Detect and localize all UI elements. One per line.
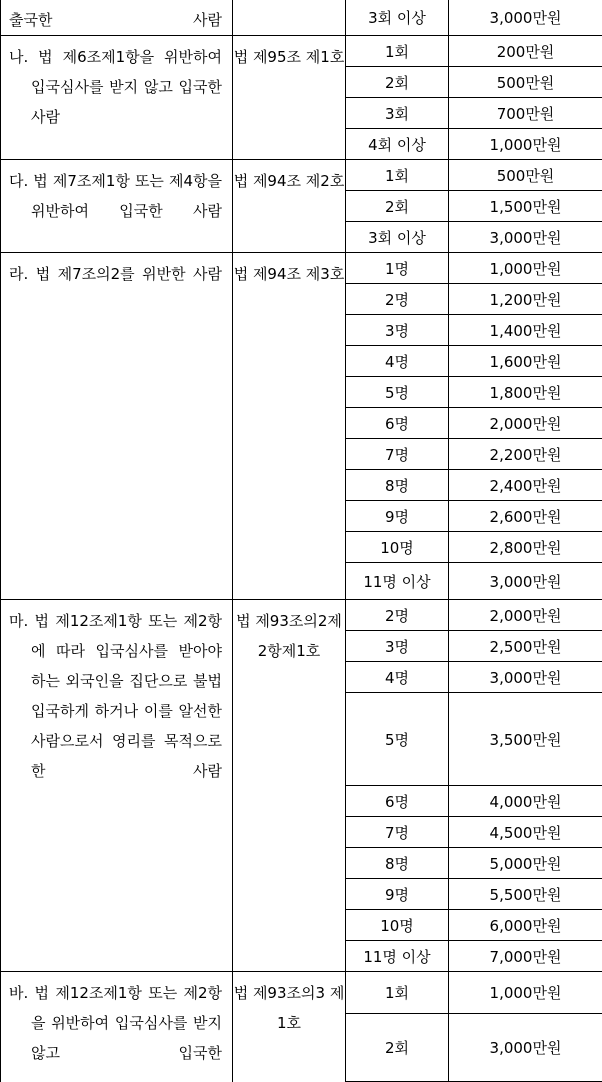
fine-amount: 1,800만원 [449, 377, 602, 408]
fine-amount: 200만원 [449, 36, 602, 67]
fine-amount: 4,000만원 [449, 786, 602, 817]
fine-amount: 7,000만원 [449, 941, 602, 972]
legal-basis [233, 253, 346, 600]
fine-amount: 1,000만원 [449, 129, 602, 160]
violation-count: 7명 [346, 439, 449, 470]
violation-description-text: 바. 법 제12조제1항 또는 제2항을 위반하여 입국심사를 받지 않고 입국한 [9, 984, 222, 1062]
legal-basis-text: 법 제94조 제2호 [233, 172, 345, 190]
fine-amount: 3,500만원 [449, 693, 602, 786]
violation-count: 11명 이상 [346, 941, 449, 972]
legal-basis [233, 36, 346, 160]
violation-count: 2명 [346, 284, 449, 315]
violation-description [1, 0, 233, 36]
fine-amount: 500만원 [449, 67, 602, 98]
fine-amount: 2,200만원 [449, 439, 602, 470]
fine-amount: 3,000만원 [449, 222, 602, 253]
violation-count: 3회 이상 [346, 222, 449, 253]
violation-count: 2회 [346, 67, 449, 98]
violation-count: 3명 [346, 631, 449, 662]
violation-description-text: 마. 법 제12조제1항 또는 제2항에 따라 입국심사를 받아야 하는 외국인을 집단으로 불법입국하게 하거나 이를 알선한 사람으로서 영리를 목적으로 한 사람 [9, 612, 222, 780]
fine-amount: 3,000만원 [449, 662, 602, 693]
violation-count: 5명 [346, 693, 449, 786]
violation-description [1, 600, 233, 972]
violation-description [1, 36, 233, 160]
legal-basis [233, 600, 346, 972]
violation-count: 2회 [346, 1014, 449, 1082]
violation-count: 3회 이상 [346, 0, 449, 36]
violation-description-text: 나. 법 제6조제1항을 위반하여 입국심사를 받지 않고 입국한 사람 [9, 48, 222, 126]
fine-amount: 2,500만원 [449, 631, 602, 662]
violation-count: 3회 [346, 98, 449, 129]
table-row [1, 160, 602, 191]
fine-amount: 5,500만원 [449, 879, 602, 910]
legal-basis-text: 법 제95조 제1호 [233, 48, 345, 66]
fine-amount: 500만원 [449, 160, 602, 191]
violation-count: 11명 이상 [346, 563, 449, 600]
legal-basis-text: 법 제94조 제3호 [233, 265, 345, 283]
violation-count: 4명 [346, 662, 449, 693]
fine-amount: 1,000만원 [449, 972, 602, 1014]
violation-count: 1회 [346, 972, 449, 1014]
violation-count: 2회 [346, 191, 449, 222]
fine-amount: 3,000만원 [449, 0, 602, 36]
violation-count: 1회 [346, 36, 449, 67]
violation-count: 9명 [346, 501, 449, 532]
violation-count: 2명 [346, 600, 449, 631]
violation-count: 5명 [346, 377, 449, 408]
legal-basis [233, 0, 346, 36]
fine-amount: 3,000만원 [449, 1014, 602, 1082]
fine-amount: 1,200만원 [449, 284, 602, 315]
violation-count: 6명 [346, 786, 449, 817]
violation-description-text: 출국한 사람 [9, 11, 222, 29]
violation-count: 1명 [346, 253, 449, 284]
fine-amount: 4,500만원 [449, 817, 602, 848]
fine-amount: 2,000만원 [449, 600, 602, 631]
legal-basis [233, 160, 346, 253]
fine-amount: 700만원 [449, 98, 602, 129]
violation-count: 6명 [346, 408, 449, 439]
violation-description-text: 다. 법 제7조제1항 또는 제4항을 위반하여 입국한 사람 [9, 172, 222, 220]
violation-description-text: 라. 법 제7조의2를 위반한 사람 [9, 265, 222, 283]
fine-amount: 2,400만원 [449, 470, 602, 501]
violation-count: 8명 [346, 470, 449, 501]
violation-count: 1회 [346, 160, 449, 191]
violation-description [1, 972, 233, 1082]
fine-amount: 1,500만원 [449, 191, 602, 222]
legal-basis [233, 972, 346, 1082]
legal-basis-text: 법 제93조의2제2항제1호 [236, 612, 342, 660]
fine-amount: 2,600만원 [449, 501, 602, 532]
table-row [1, 0, 602, 36]
violation-count: 9명 [346, 879, 449, 910]
violation-description [1, 253, 233, 600]
violation-count: 10명 [346, 532, 449, 563]
violation-count: 4회 이상 [346, 129, 449, 160]
fine-amount: 1,000만원 [449, 253, 602, 284]
violation-description [1, 160, 233, 253]
fine-amount: 5,000만원 [449, 848, 602, 879]
fine-amount: 2,800만원 [449, 532, 602, 563]
fine-amount: 3,000만원 [449, 563, 602, 600]
table-row [1, 253, 602, 284]
table-row [1, 600, 602, 631]
fine-amount: 6,000만원 [449, 910, 602, 941]
table-row [1, 36, 602, 67]
legal-basis-text: 법 제93조의3 제1호 [233, 984, 345, 1032]
violation-count: 7명 [346, 817, 449, 848]
violation-count: 3명 [346, 315, 449, 346]
fine-amount: 1,400만원 [449, 315, 602, 346]
violation-count: 4명 [346, 346, 449, 377]
violation-count: 8명 [346, 848, 449, 879]
fine-amount: 2,000만원 [449, 408, 602, 439]
violation-count: 10명 [346, 910, 449, 941]
table-row [1, 972, 602, 1014]
fine-amount: 1,600만원 [449, 346, 602, 377]
